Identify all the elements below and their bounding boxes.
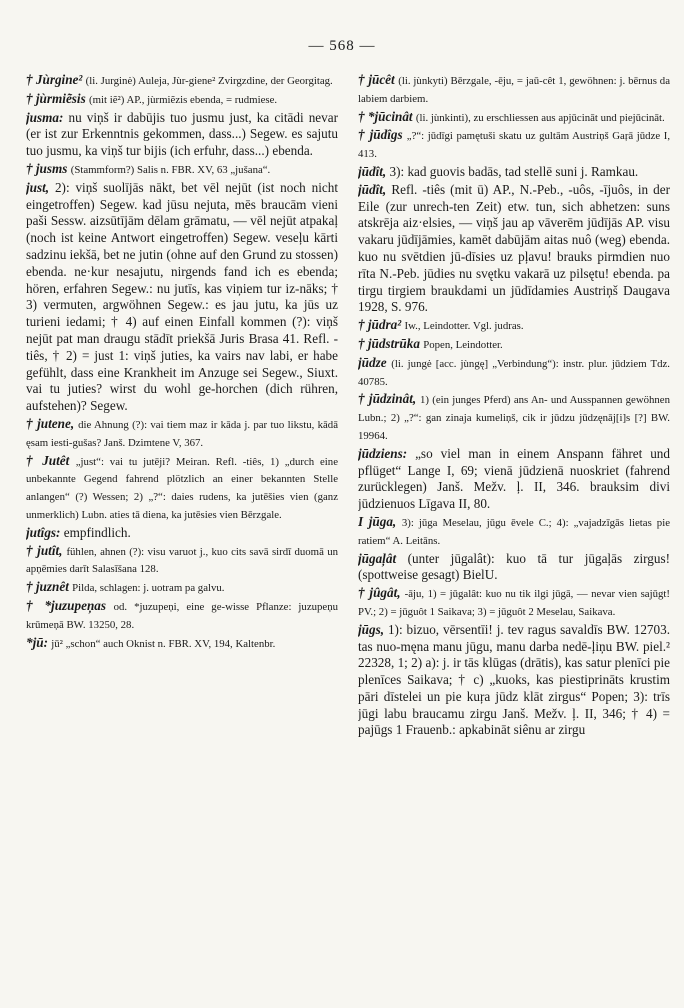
entry-definition: Refl. -tiês (mit ū) AP., N.-Peb., -uôs, -ījuôs, in der Eile (zur unrech-ten Zeit) etw. tun, sich abhetzen: suns atskrēja aiz·elsies, — viņš jau ap vāverēm jūdījās AP. visu vakaru jūdījāmies, kamēt dabūjām aitas nuô (weg) ebenda. kuo nu svētdien jū-dīsies uz pļavu! brauks pirmdien nuo rīta N.-Peb. jūdies nu svętku vakarā uz pilsętu! ebenda. pa tirgu tirgiem braukdami un jūdīdamies Austriņš Daugava 1928, S. 976.: [358, 181, 670, 315]
entry-definition: „so viel man in einem Anspann fähret und pflüget“ Lange I, 69; vienā jūdzienā nuoskriet (fahrend zurücklegen) Janš. Mežv. ļ. II, 346. brauksim divi jūdzienuos Līgava II, 80.: [358, 445, 670, 512]
page-number: — 568 —: [308, 38, 376, 54]
entry-headword: † jûgât,: [358, 585, 401, 601]
entry-headword: jūgs,: [358, 621, 385, 637]
entry-headword: † jusms: [26, 160, 68, 176]
right-column: [358, 72, 670, 992]
dictionary-entry: [358, 317, 670, 335]
dictionary-entry: [26, 598, 338, 634]
entry-headword: † jūdzinât,: [358, 391, 417, 407]
entry-headword: † jūdra²: [358, 317, 402, 333]
dictionary-entry: [358, 355, 670, 391]
dictionary-entry: [358, 514, 670, 550]
dictionary-entry: [358, 551, 670, 585]
entry-headword: jūdît,: [358, 163, 387, 179]
entry-headword: jūgaļât: [358, 550, 397, 566]
entry-headword: jutîgs:: [26, 524, 61, 540]
entry-definition: 1) (ein junges Pferd) ans An- und Ausspannen gewöhnen Lubn.; 2) „?“: gan zinaja kumeliņš, cik ir jūdzu jūdzęnāj[i]s [?] BW. 19964.: [358, 394, 670, 442]
entry-headword: † jùrmiẽsis: [26, 90, 86, 106]
dictionary-entry: [358, 585, 670, 621]
entry-definition: 3): jūga Meselau, jūgu ēvele C.; 4): „vajadzīgās lietas pie ratiem“ A. Leitāns.: [358, 516, 670, 547]
dictionary-entry: [26, 91, 338, 109]
entry-definition: (li. Jurginė) Auleja, Jùr-giene² Zvirgzdine, der Georgitag.: [85, 75, 333, 87]
entry-headword: jūdît,: [358, 181, 387, 197]
entry-definition: Popen, Leindotter.: [423, 338, 503, 351]
entry-definition: „?“: jūdīgi pamętuši skatu uz gultām Austriņš Gaŗā jūdze I, 413.: [358, 130, 670, 161]
dictionary-entry: [26, 161, 338, 179]
dictionary-entry: [26, 525, 338, 542]
entry-definition: nu viņš ir dabūjis tuo jusmu just, ka citādi nevar (er ist zur Erkenntnis gekommen, dass...) Segew. es sajutu tuo jusmu, ka viņš tur bijis (ich erfuhr, dass...) ebenda.: [26, 109, 338, 159]
entry-headword: *jū:: [26, 634, 48, 650]
dictionary-entry: [26, 416, 338, 452]
entry-headword: I jūga,: [358, 513, 397, 529]
dictionary-entry: [26, 72, 338, 90]
entry-headword: † Jùrgine²: [26, 72, 83, 87]
entry-headword: jūdze: [358, 354, 387, 370]
entry-definition: 2): viņš suolījās nākt, bet vēl nejūt (ist noch nicht eingetroffen) Segew. kad jūsu nejuta, mēs braucām vieni paši Sessw. aizsūtījām dēlam grāmatu, — vēl nejūt atpakaļ (noch ist keine Antwort eingetroffen) Segew. veseļu kārti sadzinu iekšā, bet ne jutin (ohne auf den Grund zu stossen) ebenda. ne·kur nesajutu, nirgends fand ich es ebenda; hören, erfahren Segew.: nu jutīs, kas viņiem tur iz-nāks; † 3) vermuten, argwöhnen Segew.: es jau jutu, ka jūs uz turieni iedami; † 4) auf einen Einfall kommen (?): viņš nejūt pat man draugu stādīt priekšā Juris Brasa 41. Refl. -tiês, † 2) = just 1: viņš juties, ka vairs nav labi, er habe gefühlt, dass eine Krankheit im Anzuge sei Segew., Siuxt. vai tu juties? wirst du wohl ge-horchen (dich rühren, aufstehen)? Segew.: [26, 179, 338, 414]
entry-definition: Pilda, schlagen: j. uotram pa galvu.: [72, 582, 225, 595]
entry-definition: od. *juzupeņi, eine ge-wisse Pflanze: juzupeņu krūmeņā BW. 13250, 28.: [26, 600, 338, 631]
dictionary-entry: [358, 336, 670, 354]
entry-definition: empfindlich.: [63, 524, 131, 540]
dictionary-entry: [358, 164, 670, 181]
dictionary-entry: [358, 446, 670, 513]
entry-headword: † Jutêt: [26, 452, 70, 468]
entry-headword: † jutît,: [26, 542, 63, 558]
entry-definition: die Ahnung (?): vai tiem maz ir kāda j. par tuo likstu, kādā ęsam iesti-gušas? Janš. Dzimtene V, 367.: [26, 418, 338, 449]
entry-definition: (li. jùnkyti) Bērzgale, -ēju, = jaū-cêt 1, gewöhnen: j. bērnus da labiem darbiem.: [358, 75, 670, 105]
entry-headword: † jūcêt: [358, 72, 395, 87]
entry-headword: † jūdstrūka: [358, 335, 420, 351]
entry-definition: -āju, 1) = jūgalât: kuo nu tik ilgi jūgā, — nevar vien sajūgt! PV.; 2) = jūguôt 1 Saikava; 3) = jūguôt 2 Meselau, Saikava.: [358, 588, 670, 618]
entry-definition: 3): kad guovis badās, tad stellē suni j. Ramkau.: [389, 163, 639, 179]
entry-definition: Iw., Leindotter. Vgl. judras.: [404, 320, 524, 333]
entry-headword: † *juzupeņas: [26, 597, 107, 613]
dictionary-entry: [26, 180, 338, 415]
entry-definition: „just“: vai tu jutēji? Meiran. Refl. -tiês, 1) „durch eine unbekannte Gegend fahrend plötzlich an einer bekannten Stelle anlangen“ (?) Wessen; 2) „?“: daies rudens, ka jutēšies vien (ganz unmerklich) Lubn. aties tā diena, ka jutēsies vien Bērzgale.: [26, 455, 338, 521]
dictionary-entry: [26, 543, 338, 579]
dictionary-entry: [26, 579, 338, 597]
dictionary-entry: [26, 635, 338, 653]
dictionary-entry: [358, 109, 670, 127]
entry-definition: (Stammform?) Salis n. FBR. XV, 63 „jušana“.: [70, 163, 271, 176]
entry-headword: † *jūcinât: [358, 108, 413, 124]
entry-definition: 1): bizuo, vērsentīi! j. tev ragus savaldīs BW. 12703. tas nuo-męna manu jūgu, manu darba nedē-ļiņu BW. piel.² 22328, 1; 2) a): j. ir tās klūgas (drātis), kas satur plenīci pie plenīces Saikava; † c) „kuoks, kas piestiprināts krustim pāri dīstelei un pie kuŗa jūdz klāt zirgus“ Popen; 3): trīs jūgi labu braucamu zirgu Janš. Mežv. ļ. II, 346; † 4) = pajūgs 1 Frauenb.: apkabināt siênu ar zirgu: [358, 621, 670, 738]
entry-definition: (unter jūgalât): kuo tā tur jūgaļās zirgus! (spottweise gesagt) BielU.: [358, 550, 670, 583]
dictionary-entry: [26, 110, 338, 160]
entry-headword: † jūdîgs: [358, 127, 403, 143]
dictionary-entry: [358, 127, 670, 163]
dictionary-entry: [358, 622, 670, 740]
entry-definition: fühlen, ahnen (?): visu varuot j., kuo cits savā sirdī duomā un apņēmies darīt Salasīšana 128.: [26, 545, 338, 576]
left-column: [26, 72, 338, 992]
entry-definition: jū² „schon“ auch Oknist n. FBR. XV, 194, Kaltenbr.: [51, 637, 276, 650]
dictionary-entry: [358, 182, 670, 316]
entry-headword: † jutene,: [26, 415, 75, 431]
dictionary-entry: [26, 453, 338, 524]
entry-headword: just,: [26, 179, 50, 195]
entry-definition: (li. jùnkinti), zu erschliessen aus apjūcināt und piejūcināt.: [415, 111, 665, 124]
dictionary-entry: [358, 72, 670, 108]
entry-definition: (mit iẽ²) AP., jùrmiẽzis ebenda, = rudmiese.: [89, 93, 278, 106]
entry-definition: (li. jungė [acc. jùngę] „Verbindung“): instr. plur. jūdziem Tdz. 40785.: [358, 357, 670, 388]
dictionary-entry: [358, 391, 670, 444]
entry-headword: jūdziens:: [358, 445, 408, 461]
entry-headword: jusma:: [26, 109, 64, 125]
entry-headword: † juznêt: [26, 579, 69, 595]
